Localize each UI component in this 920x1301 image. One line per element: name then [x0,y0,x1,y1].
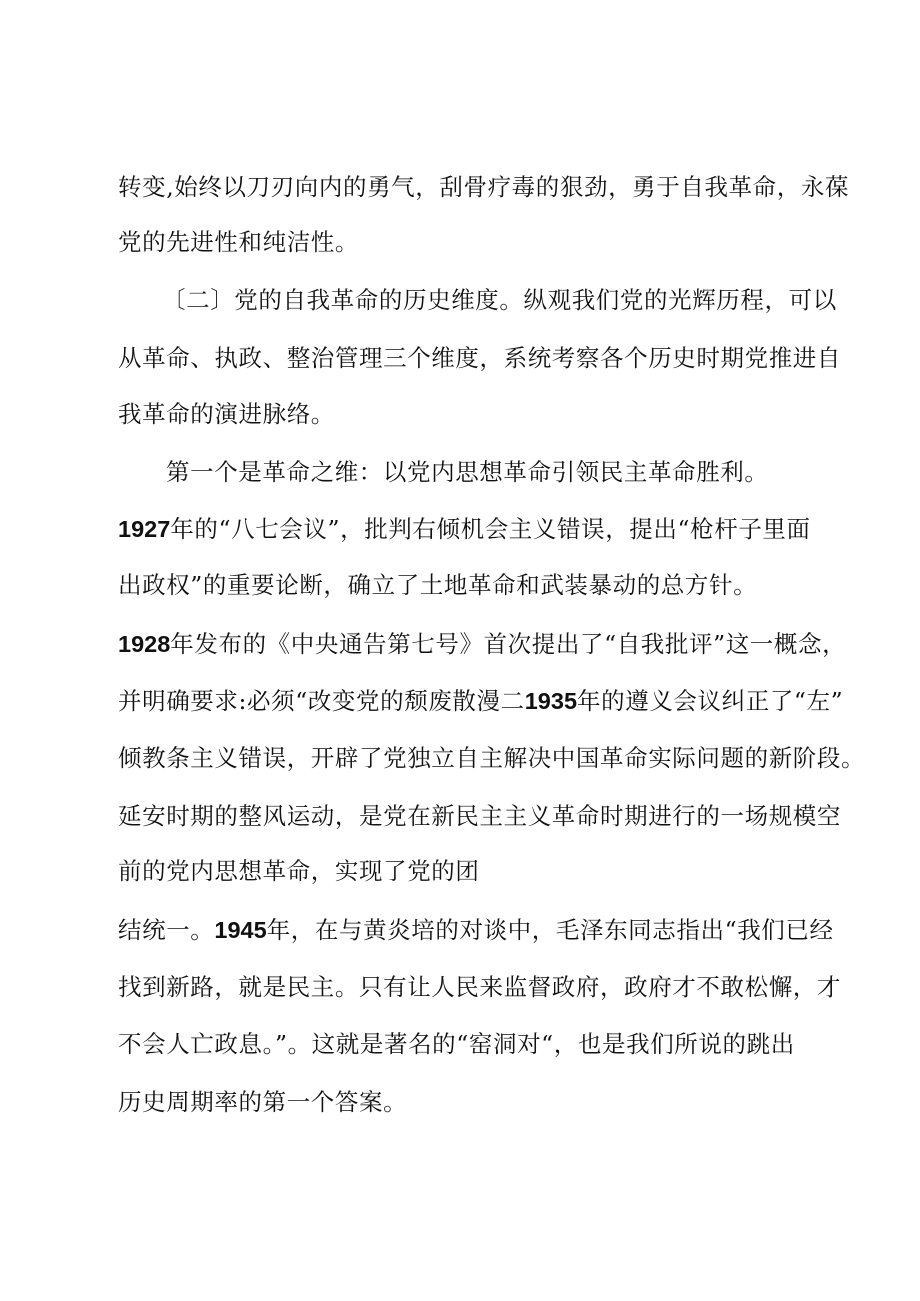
text-line: 1928年发布的《中央通告第七号》首次提出了“自我批评”这一概念， [118,630,847,658]
year-number: 1927 [118,516,171,542]
text-line: 党的先进性和纯洁性。 [118,228,359,256]
text-line: 前的党内思想革命，实现了党的团 [118,857,480,885]
text-line: 第一个是革命之维：以党内思想革命引领民主革命胜利。 [166,458,769,486]
text-line: 出政权”的重要论断，确立了土地革命和武装暴动的总方针。 [118,571,758,599]
text-line: 找到新路，就是民主。只有让人民来监督政府，政府才不敢松懈，才 [118,973,841,1001]
text-line: 转变,始终以刀刃向内的勇气，刮骨疗毒的狠劲，勇于自我革命，永葆 [118,173,850,201]
text-line: 1927年的“八七会议”，批判右倾机会主义错误，提出“枪杆子里面 [118,515,811,543]
text-line: 结统一。1945年，在与黄炎培的对谈中，毛泽东同志指出“我们已经 [118,916,834,944]
year-number: 1935 [524,688,578,714]
text-line: 延安时期的整风运动，是党在新民主主义革命时期进行的一场规模空 [118,802,841,830]
text-line: 历史周期率的第一个答案。 [118,1088,408,1116]
text-line: 并明确要求:必须“改变党的颓废散漫二1935年的遵义会议纠正了“左” [118,687,844,715]
year-number: 1928 [118,631,171,657]
text-line: 不会人亡政息。”。这就是著名的“窑洞对“，也是我们所说的跳出 [118,1030,795,1058]
text-line: 我革命的演进脉络。 [118,400,335,428]
text-line: 〔二〕党的自我革命的历史维度。纵观我们党的光辉历程，可以 [162,286,837,314]
text-line: 从革命、执政、整治管理三个维度，系统考察各个历史时期党推进自 [118,344,841,372]
year-number: 1945 [214,917,267,943]
text-line: 倾教条主义错误，开辟了党独立自主解决中国革命实际问题的新阶段。 [118,744,866,772]
